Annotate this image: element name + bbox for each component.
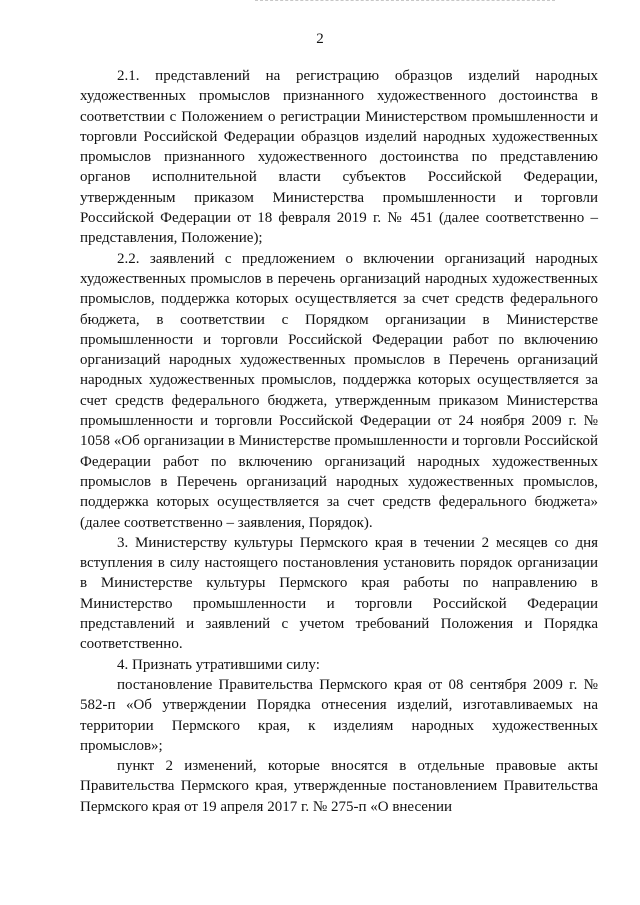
page-number: 2 — [316, 31, 324, 47]
paragraph-4-item-2: пункт 2 изменений, которые вносятся в отдельные правовые акты Правительства Пермского края, утвержденные постановлением Правительства Пермского края от 19 апреля 2017 г. № 275-п «О внесении — [80, 758, 598, 815]
document-body — [80, 66, 598, 817]
paragraph-3: 3. Министерству культуры Пермского края в течении 2 месяцев со дня вступления в силу настоящего постановления установить порядок организации в Министерстве культуры Пермского края работы по направлению в Министерство промышленности и торговли Российской Федерации представлений и заявлений с учетом требований Положения и Порядка соответственно. — [80, 534, 598, 653]
paragraph-2-1: 2.1. представлений на регистрацию образцов изделий народных художественных промыслов признанного художественного достоинства в соответствии с Положением о регистрации Министерством промышленности и торговли Российской Федерации образцов изделий народных художественных промыслов признанного художественного достоинства по представлению органов исполнительной власти субъектов Российской Федерации, утвержденным приказом Министерства промышленности и торговли Российской Федерации от 18 февраля 2019 г. № 451 (далее соответственно – представления, Положение); — [80, 68, 598, 247]
paragraph-4-item-1: постановление Правительства Пермского края от 08 сентября 2009 г. № 582-п «Об утверждении Порядка отнесения изделий, изготавливаемых на территории Пермского края, к изделиям народных художественных промыслов»; — [80, 676, 598, 754]
paragraph-2-2: 2.2. заявлений с предложением о включении организаций народных художественных промыслов в перечень организаций народных художественных промыслов, поддержка которых осуществляется за счет средств федерального бюджета, в соответствии с Порядком организации в Министерстве промышленности и торговли Российской Федерации работ по включению организаций народных художественных промыслов в Перечень организаций народных художественных промыслов, поддержка которых осуществляется за счет средств федерального бюджета, утвержденным приказом Министерства промышленности и торговли Российской Федерации от 24 ноября 2009 г. № 1058 «Об организации в Министерстве промышленности и торговли Российской Федерации работ по включению организаций народных художественных промыслов в Перечень организаций народных художественных промыслов, поддержка которых осуществляется за счет средств федерального бюджета» (далее соответственно – заявления, Порядок). — [80, 250, 598, 531]
scan-edge-artifact — [255, 0, 555, 4]
paragraph-4: 4. Признать утратившими силу: — [117, 656, 320, 673]
